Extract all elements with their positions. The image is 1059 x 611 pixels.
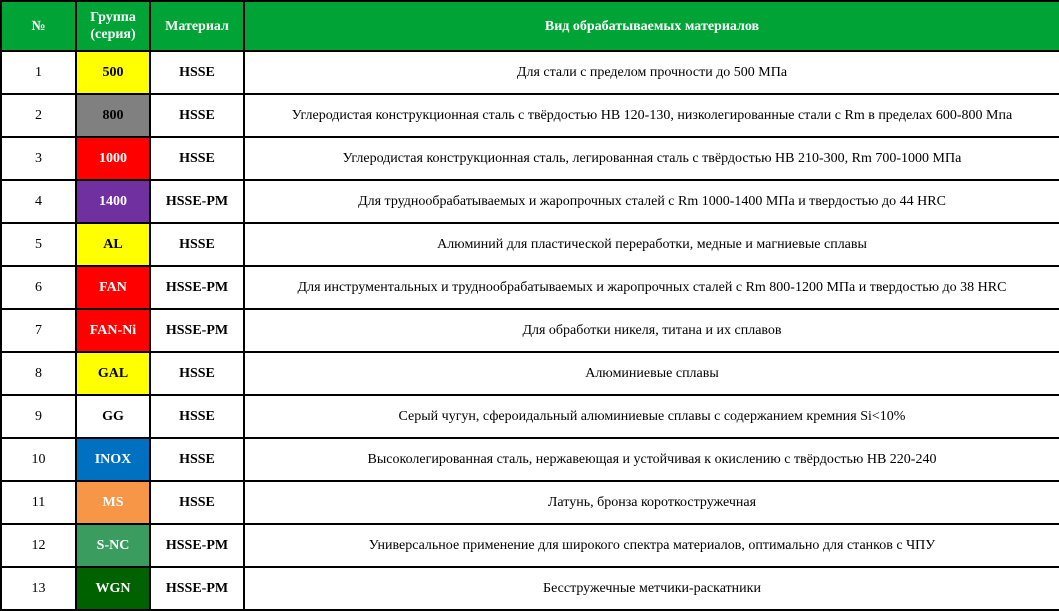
row-description: Для стали с пределом прочности до 500 МПа (244, 51, 1059, 94)
header-material: Материал (150, 1, 244, 51)
row-material: HSSE (150, 352, 244, 395)
header-group: Группа (серия) (76, 1, 150, 51)
row-material: HSSE (150, 137, 244, 180)
row-number: 7 (1, 309, 76, 352)
row-description: Латунь, бронза короткостружечная (244, 481, 1059, 524)
row-description: Серый чугун, сфероидальный алюминиевые сплавы с содержанием кремния Si<10% (244, 395, 1059, 438)
row-number: 12 (1, 524, 76, 567)
row-description: Алюминий для пластической переработки, медные и магниевые сплавы (244, 223, 1059, 266)
row-number: 2 (1, 94, 76, 137)
row-material: HSSE-PM (150, 567, 244, 610)
row-description: Высоколегированная сталь, нержавеющая и устойчивая к окислению с твёрдостью HB 220-240 (244, 438, 1059, 481)
row-group: 800 (76, 94, 150, 137)
row-material: HSSE-PM (150, 266, 244, 309)
row-number: 5 (1, 223, 76, 266)
row-number: 6 (1, 266, 76, 309)
row-number: 3 (1, 137, 76, 180)
table-row (1, 567, 1059, 610)
row-description: Универсальное применение для широкого спектра материалов, оптимально для станков с ЧПУ (244, 524, 1059, 567)
row-group: INOX (76, 438, 150, 481)
row-material: HSSE (150, 94, 244, 137)
row-number: 11 (1, 481, 76, 524)
row-group: FAN-Ni (76, 309, 150, 352)
row-description: Углеродистая конструкционная сталь с твёрдостью HB 120-130, низколегированные стали с Rm в пределах 600-800 Мпа (244, 94, 1059, 137)
table-row (1, 266, 1059, 309)
row-material: HSSE-PM (150, 309, 244, 352)
row-description: Алюминиевые сплавы (244, 352, 1059, 395)
table-row (1, 309, 1059, 352)
row-group: 1400 (76, 180, 150, 223)
row-material: HSSE (150, 481, 244, 524)
table-row (1, 94, 1059, 137)
table-row (1, 395, 1059, 438)
row-group: WGN (76, 567, 150, 610)
table-row (1, 180, 1059, 223)
table-row (1, 481, 1059, 524)
row-material: HSSE-PM (150, 180, 244, 223)
row-number: 13 (1, 567, 76, 610)
table-body (1, 51, 1059, 610)
row-number: 1 (1, 51, 76, 94)
row-number: 8 (1, 352, 76, 395)
row-group: AL (76, 223, 150, 266)
row-group: 500 (76, 51, 150, 94)
row-material: HSSE (150, 51, 244, 94)
row-material: HSSE (150, 438, 244, 481)
table-row (1, 352, 1059, 395)
table-row (1, 223, 1059, 266)
row-group: MS (76, 481, 150, 524)
row-material: HSSE (150, 223, 244, 266)
row-description: Бесстружечные метчики-раскатники (244, 567, 1059, 610)
row-description: Для труднообрабатываемых и жаропрочных сталей с Rm 1000-1400 МПа и твердостью до 44 HRC (244, 180, 1059, 223)
table-row (1, 51, 1059, 94)
row-group: GG (76, 395, 150, 438)
row-number: 9 (1, 395, 76, 438)
row-material: HSSE-PM (150, 524, 244, 567)
table-row (1, 137, 1059, 180)
table-row (1, 524, 1059, 567)
header-num: № (1, 1, 76, 51)
header-description: Вид обрабатываемых материалов (244, 1, 1059, 51)
table-row (1, 438, 1059, 481)
row-group: 1000 (76, 137, 150, 180)
row-group: GAL (76, 352, 150, 395)
row-number: 10 (1, 438, 76, 481)
header-row (1, 1, 1059, 51)
row-number: 4 (1, 180, 76, 223)
row-material: HSSE (150, 395, 244, 438)
row-description: Для обработки никеля, титана и их сплавов (244, 309, 1059, 352)
row-description: Углеродистая конструкционная сталь, легированная сталь с твёрдостью HB 210-300, Rm 700-1000 МПа (244, 137, 1059, 180)
row-group: S-NC (76, 524, 150, 567)
row-description: Для инструментальных и труднообрабатываемых и жаропрочных сталей с Rm 800-1200 МПа и твердостью до 38 HRC (244, 266, 1059, 309)
row-group: FAN (76, 266, 150, 309)
